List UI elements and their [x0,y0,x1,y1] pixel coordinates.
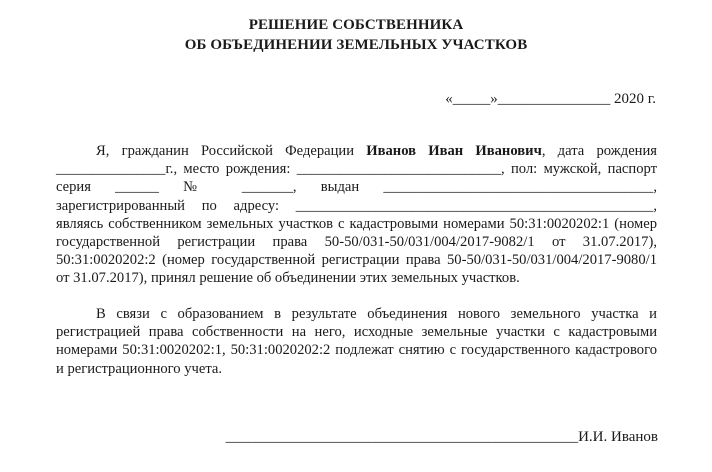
signature-block [226,428,658,446]
paragraph-deregistration [56,305,657,378]
paragraph-rest: , дата рождения _______________г., место рождения: ____________________________, пол: мужской, паспорт серия ______ № _______, выдан _____________________________________, зарегистрированный по адресу: _________________________________________________, являясь собственником земельных участков с кадастровыми номерами 50:31:0020202:1 (номер государственной регистрации права 50-50/031-50/031/004/2017-9082/1 от 31.07.2017), 50:31:0020202:2 (номер государственной регистрации права 50-50/031-50/031/004/2017-9080/1 от 31.07.2017), принял решение об объединении этих земельных участков. [56,143,658,287]
signature-line: _______________________________________________ [225,429,579,445]
owner-name: Иванов Иван Иванович [366,143,542,159]
document-date: «_____»_______________ 2020 г. [445,91,656,107]
paragraph-lead: Я, гражданин Российской Федерации [96,143,367,159]
paragraph-text: В связи с образованием в результате объединения нового земельного участка и регистрацией права собственности на него, исходные земельные участки с кадастровыми номерами 50:31:0020202:1, 50:31:0020202:2 подлежат снятию с государственного кадастрового и регистрационного учета. [56,306,657,377]
document-title-line-2: ОБ ОБЪЕДИНЕНИИ ЗЕМЕЛЬНЫХ УЧАСТКОВ [184,37,528,53]
paragraph-decision [56,142,657,288]
document-title-line-1: РЕШЕНИЕ СОБСТВЕННИКА [248,17,464,33]
signature-name: И.И. Иванов [578,429,658,445]
